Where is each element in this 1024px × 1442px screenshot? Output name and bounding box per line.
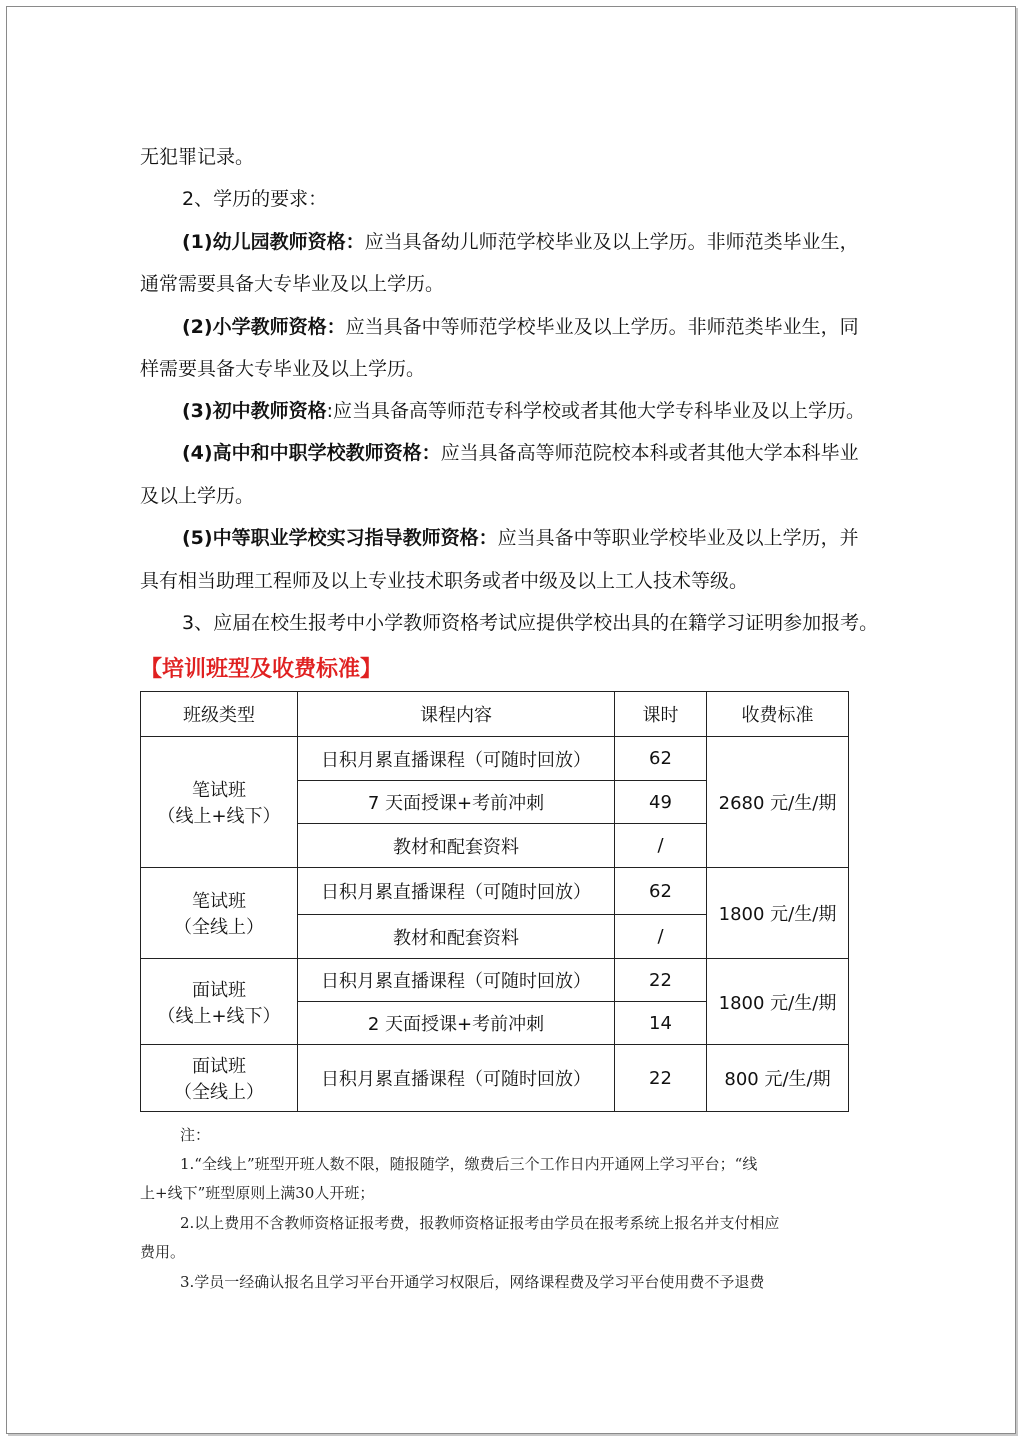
header-fee: 收费标准 [707, 692, 849, 737]
paragraph-education-requirement [182, 186, 327, 212]
class-type-mode: （线上+线下） [157, 806, 281, 827]
class-type-mode: （线上+线下） [157, 1005, 281, 1027]
header-course-content: 课程内容 [298, 692, 615, 737]
item-text: 具有相当助理工程师及以上专业技术职务或者中级及以上工人技术等级。 [140, 570, 749, 592]
class-type-name: 面试班 [192, 1056, 246, 1077]
item-text: 通常需要具备大专毕业及以上学历。 [140, 273, 445, 295]
item-heading: (1)幼儿园教师资格： [182, 231, 365, 253]
note-1-cont: 上+线下”班型原则上满30人开班； [140, 1184, 375, 1202]
note-2: 2.以上费用不含教师资格证报考费，报教师资格证报考由学员在报考系统上报名并支付相应 [180, 1214, 780, 1232]
paragraph-junior-high [182, 398, 865, 424]
class-type-cell [141, 959, 298, 1045]
fee-cell: 800 元/生/期 [707, 1045, 849, 1112]
hours-cell: 49 [615, 781, 707, 824]
class-type-cell [141, 737, 298, 868]
paragraph-text: 3、应届在校生报考中小学教师资格考试应提供学校出具的在籍学习证明参加报考。 [182, 612, 879, 634]
paragraph-no-criminal-record [140, 144, 254, 170]
course-content-cell: 日积月累直播课程（可随时回放） [298, 737, 615, 781]
paragraph-primary [182, 314, 859, 340]
class-type-name: 笔试班 [192, 780, 246, 801]
course-content-cell: 教材和配套资料 [298, 824, 615, 868]
fee-table [140, 691, 849, 1112]
table-row [141, 868, 849, 915]
paragraph-kindergarten [182, 229, 859, 255]
item-text: 应当具备中等职业学校毕业及以上学历，并 [497, 527, 859, 549]
paragraph-kindergarten-cont [140, 271, 444, 297]
note-1: 1.“全线上”班型开班人数不限，随报随学，缴费后三个工作日内开通网上学习平台；“线 [180, 1155, 758, 1173]
paragraph-senior-high-cont [140, 483, 254, 509]
hours-cell: 62 [615, 737, 707, 781]
paragraph-text: 无犯罪记录。 [140, 146, 255, 168]
item-heading: (2)小学教师资格： [182, 316, 346, 338]
item-text: 应当具备幼儿师范学校毕业及以上学历。非师范类毕业生， [364, 231, 859, 253]
paragraph-text: 2、学历的要求： [182, 188, 328, 210]
header-hours: 课时 [615, 692, 707, 737]
paragraph-senior-high [182, 440, 859, 466]
hours-cell: 22 [615, 1045, 707, 1112]
item-text: 应当具备中等师范学校毕业及以上学历。非师范类毕业生，同 [345, 316, 859, 338]
course-content-cell: 7 天面授课+考前冲刺 [298, 781, 615, 824]
section-title: 【培训班型及收费标准】 [140, 657, 383, 682]
paragraph-primary-cont [140, 356, 425, 382]
class-type-name: 笔试班 [192, 891, 246, 912]
fee-cell: 2680 元/生/期 [707, 737, 849, 868]
fee-cell: 1800 元/生/期 [707, 868, 849, 959]
course-content-cell: 教材和配套资料 [298, 915, 615, 959]
class-type-mode: （全线上） [174, 917, 264, 938]
item-heading: (4)高中和中职学校教师资格： [182, 442, 441, 464]
note-3: 3.学员一经确认报名且学习平台开通学习权限后，网络课程费及学习平台使用费不予退费 [180, 1273, 765, 1291]
hours-cell: 14 [615, 1002, 707, 1045]
course-content-cell: 2 天面授课+考前冲刺 [298, 1002, 615, 1045]
course-content-cell: 日积月累直播课程（可随时回放） [298, 1045, 615, 1112]
item-text: 应当具备高等师范院校本科或者其他大学本科毕业 [440, 442, 859, 464]
note-2-cont: 费用。 [140, 1243, 186, 1261]
item-heading: (3)初中教师资格 [182, 400, 327, 422]
table-row [141, 737, 849, 781]
item-text: :应当具备高等师范专科学校或者其他大学专科毕业及以上学历。 [326, 400, 865, 422]
course-content-cell: 日积月累直播课程（可随时回放） [298, 959, 615, 1002]
item-text: 样需要具备大专毕业及以上学历。 [140, 358, 426, 380]
class-type-name: 面试班 [192, 979, 246, 1001]
notes-label: 注： [180, 1126, 211, 1144]
header-class-type: 班级类型 [141, 692, 298, 737]
class-type-mode: （全线上） [174, 1082, 264, 1103]
paragraph-current-students [182, 610, 878, 636]
hours-cell: / [615, 824, 707, 868]
table-row [141, 959, 849, 1002]
fee-cell: 1800 元/生/期 [707, 959, 849, 1045]
class-type-cell [141, 868, 298, 959]
hours-cell: 62 [615, 868, 707, 915]
item-heading: (5)中等职业学校实习指导教师资格： [182, 527, 498, 549]
class-type-cell [141, 1045, 298, 1112]
paragraph-vocational [182, 525, 859, 551]
course-content-cell: 日积月累直播课程（可随时回放） [298, 868, 615, 915]
hours-cell: 22 [615, 959, 707, 1002]
table-row [141, 1045, 849, 1112]
paragraph-vocational-cont [140, 568, 748, 594]
item-text: 及以上学历。 [140, 485, 255, 507]
hours-cell: / [615, 915, 707, 959]
table-header-row [141, 692, 849, 737]
